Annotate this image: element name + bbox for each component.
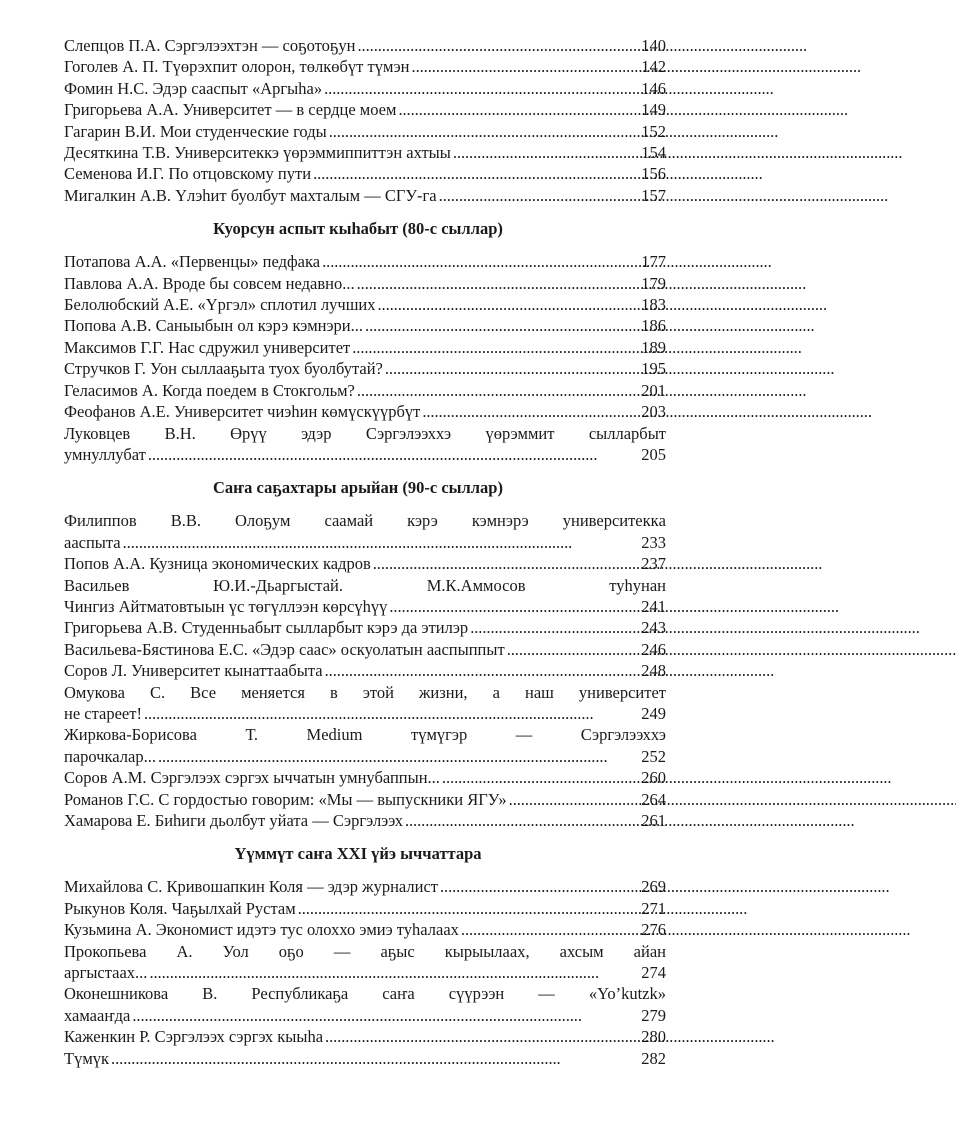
dot-leader <box>420 401 641 422</box>
entry-title: Прокопьева А. Уол оҕо — аҕыс кырыылаах, ахсым айан <box>64 941 666 961</box>
toc-entry[interactable] <box>64 163 666 184</box>
toc-section <box>64 35 666 206</box>
dot-leader <box>505 639 642 660</box>
entry-title: Рыкунов Коля. Чаҕылхай Рустам <box>64 898 296 918</box>
toc-entry[interactable] <box>64 746 666 767</box>
toc-entry[interactable] <box>64 660 666 681</box>
dot-leader <box>440 767 641 788</box>
dot-leader <box>327 121 642 142</box>
toc-entry-first-line <box>64 682 666 703</box>
entry-title: аргыстаах... <box>64 963 148 983</box>
page-number: 252 <box>641 746 666 766</box>
dot-leader <box>296 898 642 919</box>
entry-title: хамааҥда <box>64 1005 131 1025</box>
dot-leader <box>438 876 641 897</box>
entry-title: Хамарова Е. Биһиги дьолбут уйата — Сэргэлээх <box>64 811 403 830</box>
entry-title: Слепцов П.А. Сэргэлээхтэн — соҕотоҕун <box>64 36 356 55</box>
toc-entry[interactable] <box>64 532 666 553</box>
page-number: 269 <box>641 877 666 897</box>
toc-entry[interactable] <box>64 315 666 336</box>
page-number: 154 <box>641 143 666 163</box>
dot-leader <box>121 532 642 553</box>
toc-entry[interactable] <box>64 358 666 379</box>
toc-entry[interactable] <box>64 789 666 810</box>
dot-leader <box>109 1048 641 1069</box>
page-number: 241 <box>641 596 666 616</box>
entry-title: Фомин Н.С. Эдэр сааспыт «Аргыһа» <box>64 78 323 98</box>
toc-entry[interactable] <box>64 617 666 638</box>
page-number: 260 <box>641 768 666 788</box>
toc-entry[interactable] <box>64 1048 666 1069</box>
section-heading: Куорсун аспыт кыһабыт (80-с сыллар) <box>213 219 503 239</box>
entry-title: Соров А.М. Сэргэлээх сэргэх ыччатын умнубаппын... <box>64 768 440 788</box>
toc-entry[interactable] <box>64 639 666 660</box>
page-number: 140 <box>641 36 666 55</box>
dot-leader <box>156 746 641 767</box>
toc-entry-first-line <box>64 983 666 1004</box>
entry-title: Оконешникова В. Республикаҕа саҥа сүүрээн — «Yo’kutzk» <box>64 984 666 1004</box>
page-number: 201 <box>641 380 666 400</box>
dot-leader <box>437 185 642 206</box>
page-number: 205 <box>641 444 666 464</box>
entry-title: Жиркова-Борисова Т. Medium түмүгэр — Сэргэлээххэ <box>64 725 666 745</box>
dot-leader <box>410 56 642 77</box>
page-number: 249 <box>641 703 666 723</box>
toc-entry-first-line <box>64 575 666 596</box>
entry-title: Омукова С. Все меняется в этой жизни, а наш университет <box>64 682 666 702</box>
dot-leader <box>396 99 641 120</box>
entry-title: Григорьева А.А. Университет — в сердце моем <box>64 100 397 120</box>
toc-entry[interactable] <box>64 1026 666 1047</box>
toc-entry[interactable] <box>64 1005 666 1026</box>
toc-entry[interactable] <box>64 142 666 163</box>
page-number: 142 <box>641 57 666 77</box>
toc-entry-first-line <box>64 510 666 531</box>
entry-title: Максимов Г.Г. Нас сдружил университет <box>64 337 351 357</box>
section-heading: Үүммүт саҥа XXI үйэ ыччаттара <box>234 844 482 864</box>
dot-leader <box>323 1026 641 1047</box>
entry-title: Феофанов А.Е. Университет чиэһин көмүскүүрбүт <box>64 402 421 422</box>
dot-leader <box>459 919 641 940</box>
page-number: 282 <box>641 1048 666 1068</box>
dot-leader <box>142 703 641 724</box>
page-number: 274 <box>641 963 666 983</box>
dot-leader <box>403 810 641 831</box>
toc-entry[interactable] <box>64 553 666 574</box>
page-number: 246 <box>641 639 666 659</box>
page-number: 261 <box>641 811 666 830</box>
entry-title: Потапова А.А. «Первенцы» педфака <box>64 252 321 272</box>
entry-title: Михайлова С. Кривошапкин Коля — эдэр журналист <box>64 877 438 897</box>
entry-title: Васильева-Бястинова Е.С. «Эдэр саас» оскуолатын ааспыппыт <box>64 639 505 659</box>
dot-leader <box>311 163 641 184</box>
section-heading: Саҥа саҕахтары арыйан (90-с сыллар) <box>213 478 503 498</box>
page-number: 276 <box>641 920 666 940</box>
toc-entry[interactable] <box>64 294 666 315</box>
entry-title: Попов А.А. Кузница экономических кадров <box>64 554 371 574</box>
entry-title: Павлова А.А. Вроде бы совсем недавно... <box>64 273 355 293</box>
dot-leader <box>146 444 641 465</box>
entry-title: ааспыта <box>64 532 121 552</box>
page-number: 189 <box>641 337 666 357</box>
toc-entry-first-line <box>64 423 666 444</box>
page-number: 183 <box>641 295 666 315</box>
entry-title: Белолюбский А.Е. «Үргэл» сплотил лучших <box>64 295 376 315</box>
dot-leader <box>363 315 641 336</box>
page-number: 149 <box>641 100 666 120</box>
dot-leader <box>383 358 641 379</box>
entry-title: Соров Л. Университет кынаттаабыта <box>64 661 323 681</box>
page-number: 157 <box>641 185 666 205</box>
dot-leader <box>355 380 641 401</box>
toc-entry[interactable] <box>64 703 666 724</box>
dot-leader <box>322 78 641 99</box>
entry-title: Филиппов В.В. Олоҕум саамай кэрэ кэмнэрэ университеккa <box>64 511 666 531</box>
page-number: 243 <box>641 618 666 638</box>
page-number: 264 <box>641 789 666 809</box>
entry-title: Кузьмина А. Экономист идэтэ тус олоххо эмиэ туһалаах <box>64 920 459 940</box>
page-number: 156 <box>641 164 666 184</box>
toc-entry[interactable] <box>64 401 666 422</box>
toc-entry[interactable] <box>64 78 666 99</box>
dot-leader <box>451 142 641 163</box>
dot-leader <box>147 962 641 983</box>
toc-entry[interactable] <box>64 273 666 294</box>
page-number: 280 <box>641 1027 666 1047</box>
dot-leader <box>130 1005 641 1026</box>
dot-leader <box>355 273 642 294</box>
dot-leader <box>323 660 642 681</box>
entry-title: умнуллубат <box>64 444 146 464</box>
entry-title: Түмүк <box>64 1048 110 1068</box>
toc-entry[interactable] <box>64 185 666 206</box>
toc-entry[interactable] <box>64 596 666 617</box>
page-number: 195 <box>641 359 666 379</box>
page-number: 203 <box>641 402 666 422</box>
entry-title: Попова А.В. Саныыбын ол кэрэ кэмнэри... <box>64 316 364 336</box>
dot-leader <box>371 553 642 574</box>
dot-leader <box>387 596 641 617</box>
toc-entry[interactable] <box>64 919 666 940</box>
page-number: 179 <box>641 273 666 293</box>
dot-leader <box>468 617 641 638</box>
toc-section <box>64 477 666 831</box>
toc-entry[interactable] <box>64 767 666 788</box>
entry-title: Васильев Ю.И.-Дьаргыстай. М.К.Аммосов туһунан <box>64 575 666 595</box>
dot-leader <box>375 294 641 315</box>
toc-entry[interactable] <box>64 35 666 56</box>
page-number: 271 <box>641 898 666 918</box>
toc-entry[interactable] <box>64 898 666 919</box>
toc-entry[interactable] <box>64 380 666 401</box>
entry-title: Чингиз Айтматовтыын үс төгүллээн көрсүһүү <box>64 596 388 616</box>
toc-section <box>64 218 666 465</box>
toc-entry[interactable] <box>64 251 666 272</box>
page-number: 146 <box>641 78 666 98</box>
toc-entry[interactable] <box>64 99 666 120</box>
toc-entry-first-line <box>64 724 666 745</box>
entry-title: Гоголев А. П. Түөрэхпит олорон, төлкөбүт түмэн <box>64 57 410 77</box>
page-number: 186 <box>641 316 666 336</box>
toc-entry[interactable] <box>64 337 666 358</box>
toc-entry[interactable] <box>64 56 666 77</box>
dot-leader <box>356 35 642 56</box>
page-number: 152 <box>641 121 666 141</box>
page-number: 233 <box>641 532 666 552</box>
entry-title: Григорьева А.В. Студенньабыт сылларбыт кэрэ да этилэр <box>64 618 469 638</box>
entry-title: Гагарин В.И. Мои студенческие годы <box>64 121 327 141</box>
toc-section <box>64 843 666 1069</box>
dot-leader <box>350 337 641 358</box>
entry-title: Мигалкин А.В. Үлэһит буолбут махталым — СГУ-га <box>64 185 437 205</box>
toc-entry[interactable] <box>64 962 666 983</box>
entry-title: Десяткина Т.В. Университеккэ үөрэммиппиттэн ахтыы <box>64 143 451 163</box>
toc-entry[interactable] <box>64 876 666 897</box>
toc-entry[interactable] <box>64 444 666 465</box>
table-of-contents <box>64 35 666 1069</box>
page-number: 248 <box>641 661 666 681</box>
dot-leader <box>320 251 641 272</box>
entry-title: Луковцев В.Н. Өрүү эдэр Сэргэлээххэ үөрэммит сылларбыт <box>64 423 666 443</box>
page-number: 237 <box>641 554 666 574</box>
entry-title: парочкалар... <box>64 746 156 766</box>
entry-title: Романов Г.С. С гордостью говорим: «Мы — выпускники ЯГУ» <box>64 789 507 809</box>
toc-entry[interactable] <box>64 810 666 831</box>
entry-title: Геласимов А. Когда поедем в Стокгольм? <box>64 380 355 400</box>
dot-leader <box>507 789 642 810</box>
entry-title: Стручков Г. Уон сыллааҕыта туох буолбутай? <box>64 359 383 379</box>
toc-entry[interactable] <box>64 121 666 142</box>
page-number: 177 <box>641 252 666 272</box>
entry-title: Семенова И.Г. По отцовскому пути <box>64 164 312 184</box>
toc-entry-first-line <box>64 941 666 962</box>
entry-title: Каженкин Р. Сэргэлээх сэргэх кыыһа <box>64 1027 324 1047</box>
entry-title: не стареет! <box>64 703 142 723</box>
page-number: 279 <box>641 1005 666 1025</box>
